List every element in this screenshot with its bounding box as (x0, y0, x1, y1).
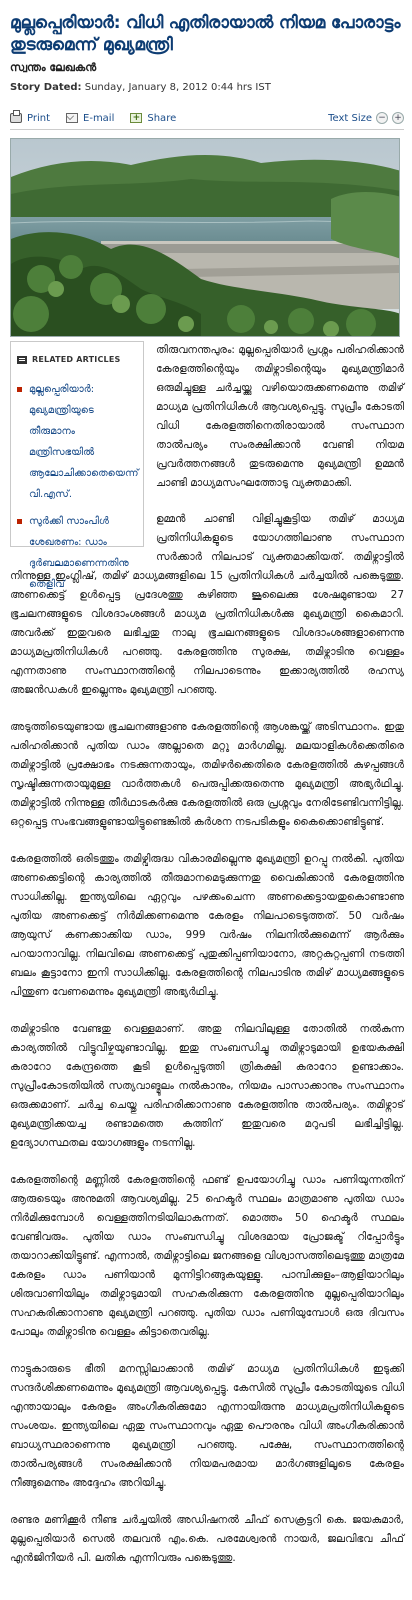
article-headline: മുല്ലപ്പെരിയാര്‍: വിധി എതിരായാല്‍ നിയമ പോരാട്ടം തുടരുമെന്ന് മുഖ്യമന്ത്രി (10, 13, 401, 55)
share-plus-icon: + (130, 113, 142, 123)
envelope-icon (66, 113, 78, 123)
related-articles-title: RELATED ARTICLES (32, 355, 121, 364)
article-paragraph-5: തമിഴ്നാടിനു വേണ്ടതു വെള്ളമാണ്. അതു നിലവിലുള്ള തോതില്‍ നല്‍കുന്ന കാര്യത്തില്‍ വിട്ടുവീഴ്ചയുണ്ടാവില്ല. ഇതു സംബന്ധിച്ചു തമിഴ്നാടുമായി ഉഭയകക്ഷി കരാറോ കേന്ദ്രത്തെ കൂടി ഉള്‍പ്പെടുത്തി ത്രികക്ഷി കരാറോ ഉണ്ടാക്കാം. സുപ്രീംകോടതിയില്‍ സത്യവാങ്മൂലം നല്‍കാനും, നിയമം പാസാക്കാനും സംസ്ഥാനം ഒരുക്കമാണ്. ചര്‍ച്ച ചെയ്തു പരിഹരിക്കാനാണു കേരളത്തിനു താല്‍പര്യം. തമിഴ്നാട് മുഖ്യമന്ത്രിക്കയച്ച രണ്ടാമത്തെ കത്തിന് ഇതുവരെ മറുപടി ലഭിച്ചിട്ടില്ല. ഉദ്യോഗസ്ഥതല യോഗങ്ങളും നടന്നില്ല. (10, 1023, 404, 1149)
dam-landscape-image (11, 139, 400, 337)
article-paragraph-6: കേരളത്തിന്റെ മണ്ണില്‍ കേരളത്തിന്റെ ഫണ്ട് ഉപയോഗിച്ചു ഡാം പണിയുന്നതിന് ആരുടെയും അനുമതി ആവശ്യമില്ല. 25 ഹെക്ടര്‍ സ്ഥലം മാത്രമാണു പുതിയ ഡാം നിര്‍മിക്കുമ്പോള്‍ വെള്ളത്തിനടിയിലാകുന്നത്. മൊത്തം 50 ഹെക്ടര്‍ സ്ഥലം വേണ്ടിവരും. പുതിയ ഡാം സംബന്ധിച്ചു വിശദമായ പ്രോജക്ട് റിപ്പോര്‍ട്ടും തയാറാക്കിയിട്ടുണ്ട്. എന്നാല്‍, തമിഴ്നാട്ടിലെ ജനങ്ങളെ വിശ്വാസത്തിലെടുത്തു മാത്രമേ കേരളം ഡാം പണിയാന്‍ മുന്നിട്ടിറങ്ങുകയുള്ളു. പാമ്പിക്കുളം–ആളിയാറിലും ശിരുവാണിയിലും തമിഴ്നാടുമായി സഹകരിക്കുന്ന കേരളത്തിനു മുല്ലപ്പെരിയാറിലും സഹകരിക്കാനാണു മുഖ്യമന്ത്രി പറഞ്ഞു. പുതിയ ഡാം പണിയുമ്പോള്‍ ഒരു ദിവസം പോലും തമിഴ്നാടിനു വെള്ളം കിട്ടാതെവരില്ല. (10, 1174, 404, 1338)
related-articles-box (10, 341, 144, 590)
toolbar-divider (10, 129, 404, 130)
email-label: E-mail (83, 112, 115, 124)
text-size-decrease-button[interactable]: − (376, 112, 388, 124)
article-body (10, 341, 404, 1568)
article-byline: സ്വന്തം ലേഖകന്‍ (10, 61, 97, 74)
email-button[interactable] (66, 113, 114, 124)
article-paragraph-1: തിരുവനന്തപുരം: മുല്ലപ്പെരിയാര്‍ പ്രശ്നം പരിഹരിക്കാന്‍ കേരളത്തിന്റെയും തമിഴ്നാടിന്റെയും മുഖ്യമന്ത്രിമാര്‍ ഒരുമിച്ചുള്ള ചര്‍ച്ചയ്ക്കു വഴിയൊരുക്കണമെന്നു തമിഴ് മാധ്യമ പ്രതിനിധികള്‍ ആവശ്യപ്പെട്ടു. സുപ്രീം കോടതി വിധി കേരളത്തിനെതിരായാല്‍ സംസ്ഥാന താല്‍പര്യം സംരക്ഷിക്കാന്‍ വേണ്ടി നിയമ പ്രവര്‍ത്തനങ്ങള്‍ തുടരുമെന്നു മുഖ്യമന്ത്രി ഉമ്മന്‍ ചാണ്ടി മാധ്യമസംഘത്തോടു വ്യക്തമാക്കി. (156, 344, 404, 489)
printer-icon (10, 113, 22, 123)
share-button[interactable] (130, 113, 176, 124)
article-toolbar (10, 109, 404, 127)
date-value: Sunday, January 8, 2012 0:44 hrs IST (84, 82, 271, 93)
dam-photo (10, 138, 400, 337)
date-label: Story Dated: (10, 82, 82, 93)
print-label: Print (27, 112, 51, 124)
related-articles-heading (17, 350, 137, 369)
article-paragraph-7: നാട്ടുകാരുടെ ഭീതി മനസ്സിലാക്കാന്‍ തമിഴ് മാധ്യമ പ്രതിനിധികള്‍ ഇടുക്കി സന്ദര്‍ശിക്കണമെന്നും മുഖ്യമന്ത്രി ആവശ്യപ്പെട്ടു. കേസില്‍ സുപ്രീം കോടതിയുടെ വിധി എന്തായാലും കേരളം അംഗീകരിക്കുമോ എന്നായിരുന്നു മാധ്യമപ്രതിനിധികളുടെ സംശയം. ഇന്ത്യയിലെ ഏതു സംസ്ഥാനവും ഏതു പൌരനും വിധി അംഗീകരിക്കാന്‍ ബാധ്യസ്ഥരാണെന്നു മുഖ്യമന്ത്രി പറഞ്ഞു. പക്ഷേ, സംസ്ഥാനത്തിന്റെ താല്‍പര്യങ്ങള്‍ സംരക്ഷിക്കാന്‍ നിയമപരമായ മാര്‍ഗങ്ങളിലൂടെ കേരളം നീങ്ങുമെന്നും അദ്ദേഹം അറിയിച്ചു. (10, 1363, 404, 1489)
article-paragraph-8: രണ്ടര മണിക്കൂര്‍ നീണ്ട ചര്‍ച്ചയില്‍ അഡിഷനല്‍ ചീഫ് സെക്രട്ടറി കെ. ജയകുമാര്‍, മുല്ലപ്പെരിയാര്‍ സെല്‍ തലവന്‍ എം.കെ. പരമേശ്വരന്‍ നായര്‍, ജലവിഭവ ചീഫ് എന്‍ജിനീയര്‍ പി. ലതിക എന്നിവരും പങ്കെടുത്തു. (10, 1514, 404, 1564)
list-icon (17, 356, 27, 364)
print-button[interactable] (10, 113, 50, 124)
article-paragraph-4: കേരളത്തില്‍ ഒരിടത്തും തമിഴ്വിരുദ്ധ വികാരമില്ലെന്നു മുഖ്യമന്ത്രി ഉറപ്പു നല്‍കി. പുതിയ അണക്കെട്ടിന്റെ കാര്യത്തില്‍ തീരുമാനമെടുക്കുന്നതു വൈകിക്കാന്‍ കേരളത്തിനു സാധിക്കില്ല. ഇന്ത്യയിലെ ഏറ്റവും പഴക്കംചെന്ന അണക്കെട്ടായതുകൊണ്ടാണു പുതിയ അണക്കെട്ട് നിര്‍മിക്കണമെന്നു കേരളം നിലപാടെടുത്തത്. 50 വര്‍ഷം ആയുസ് കണക്കാക്കിയ ഡാം, 999 വര്‍ഷം നിലനില്‍ക്കുമെന്ന് ആര്‍ക്കും പറയാനാവില്ല. നിലവിലെ അണക്കെട്ട് പുതുക്കിപ്പണിയാനോ, അറ്റകുറ്റപ്പണി നടത്തി ബലം കൂട്ടാനോ ഇനി സാധിക്കില്ല. കേരളത്തിന്റെ നിലപാടിനു തമിഴ് മാധ്യമങ്ങളുടെ പിന്തുണ വേണമെന്നും മുഖ്യമന്ത്രി അഭ്യര്‍ഥിച്ചു. (10, 853, 404, 998)
related-article-link-2[interactable]: സുര്‍ക്കി സാംപിള്‍ ശേഖരണം: ഡാം ദുര്‍ബലമാണെന്നതിനു തെളിവ് (17, 511, 137, 595)
article-paragraph-3: അടുത്തിടെയുണ്ടായ ഭൂചലനങ്ങളാണു കേരളത്തിന്റെ ആശങ്കയ്ക്ക് അടിസ്ഥാനം. ഇതു പരിഹരിക്കാന്‍ പുതിയ ഡാം അല്ലാതെ മറ്റു മാര്‍ഗമില്ല. മലയാളികള്‍ക്കെതിരെ തമിഴ്നാട്ടില്‍ പ്രക്ഷോഭം നടക്കുന്നതായും, തമിഴര്‍ക്കെതിരെ കേരളത്തില്‍ കുഴപ്പങ്ങള്‍ സൃഷ്ടിക്കുന്നതായുമുള്ള വാര്‍ത്തകള്‍ പെരുപ്പിക്കരുതെന്നു മുഖ്യമന്ത്രി അഭ്യര്‍ഥിച്ചു. തമിഴ്നാട്ടില്‍ നിന്നുള്ള തീര്‍ഥാടകര്‍ക്കു കേരളത്തില്‍ ഒരു പ്രശ്നവും നേരിടേണ്ടിവന്നിട്ടില്ല. ഒറ്റപ്പെട്ട സംഭവങ്ങളുണ്ടായിട്ടുണ്ടെങ്കില്‍ കര്‍ശന നടപടികളും കൈക്കൊണ്ടിട്ടുണ്ട്. (10, 721, 404, 828)
text-size-control (328, 112, 404, 124)
share-label: Share (147, 112, 177, 124)
article-dateline (10, 82, 404, 93)
related-articles-list (17, 379, 137, 595)
article-paragraph-2: ഉമ്മന്‍ ചാണ്ടി വിളിച്ചുകൂട്ടിയ തമിഴ് മാധ്യമ പ്രതിനിധികളുടെ യോഗത്തിലാണു സംസ്ഥാന സര്‍ക്കാര്‍ നിലപാട് വ്യക്തമാക്കിയത്. തമിഴ്നാട്ടില്‍ നിന്നുള്ള ഇംഗ്ലിഷ്, തമിഴ് മാധ്യമങ്ങളിലെ 15 പ്രതിനിധികള്‍ ചര്‍ച്ചയില്‍ പങ്കെടുത്തു. അണക്കെട്ട് ഉള്‍പ്പെട്ട പ്രദേശത്തു കഴിഞ്ഞ ജൂലൈക്കു ശേഷമുണ്ടായ 27 ഭൂചലനങ്ങളുടെ വിശദാംശങ്ങള്‍ മാധ്യമ പ്രതിനിധികള്‍ക്കു മുഖ്യമന്ത്രി കൈമാറി. അവര്‍ക്ക് ഇതുവരെ ലഭിച്ചതു നാലു ഭൂചലനങ്ങളുടെ വിശദാംശങ്ങളാണെന്നു മാധ്യമപ്രതിനിധികള്‍ പറഞ്ഞു. കേരളത്തിനു സുരക്ഷ, തമിഴ്നാടിനു വെള്ളം എന്നതാണു സംസ്ഥാനത്തിന്റെ നിലപാടെന്നും ഇക്കാര്യത്തില്‍ രഹസ്യ അജന്‍ഡകള്‍ ഇല്ലെന്നും മുഖ്യമന്ത്രി പറഞ്ഞു. (10, 513, 404, 696)
related-article-link-1[interactable]: മുല്ലപ്പെരിയാര്‍: മുഖ്യമന്ത്രിയുടെ തീരുമാനം മന്ത്രിസഭയില്‍ ആലോചിക്കാതെയെന്ന് വി.എസ്. (17, 379, 137, 505)
text-size-increase-button[interactable]: + (392, 112, 404, 124)
text-size-label: Text Size (328, 112, 372, 124)
